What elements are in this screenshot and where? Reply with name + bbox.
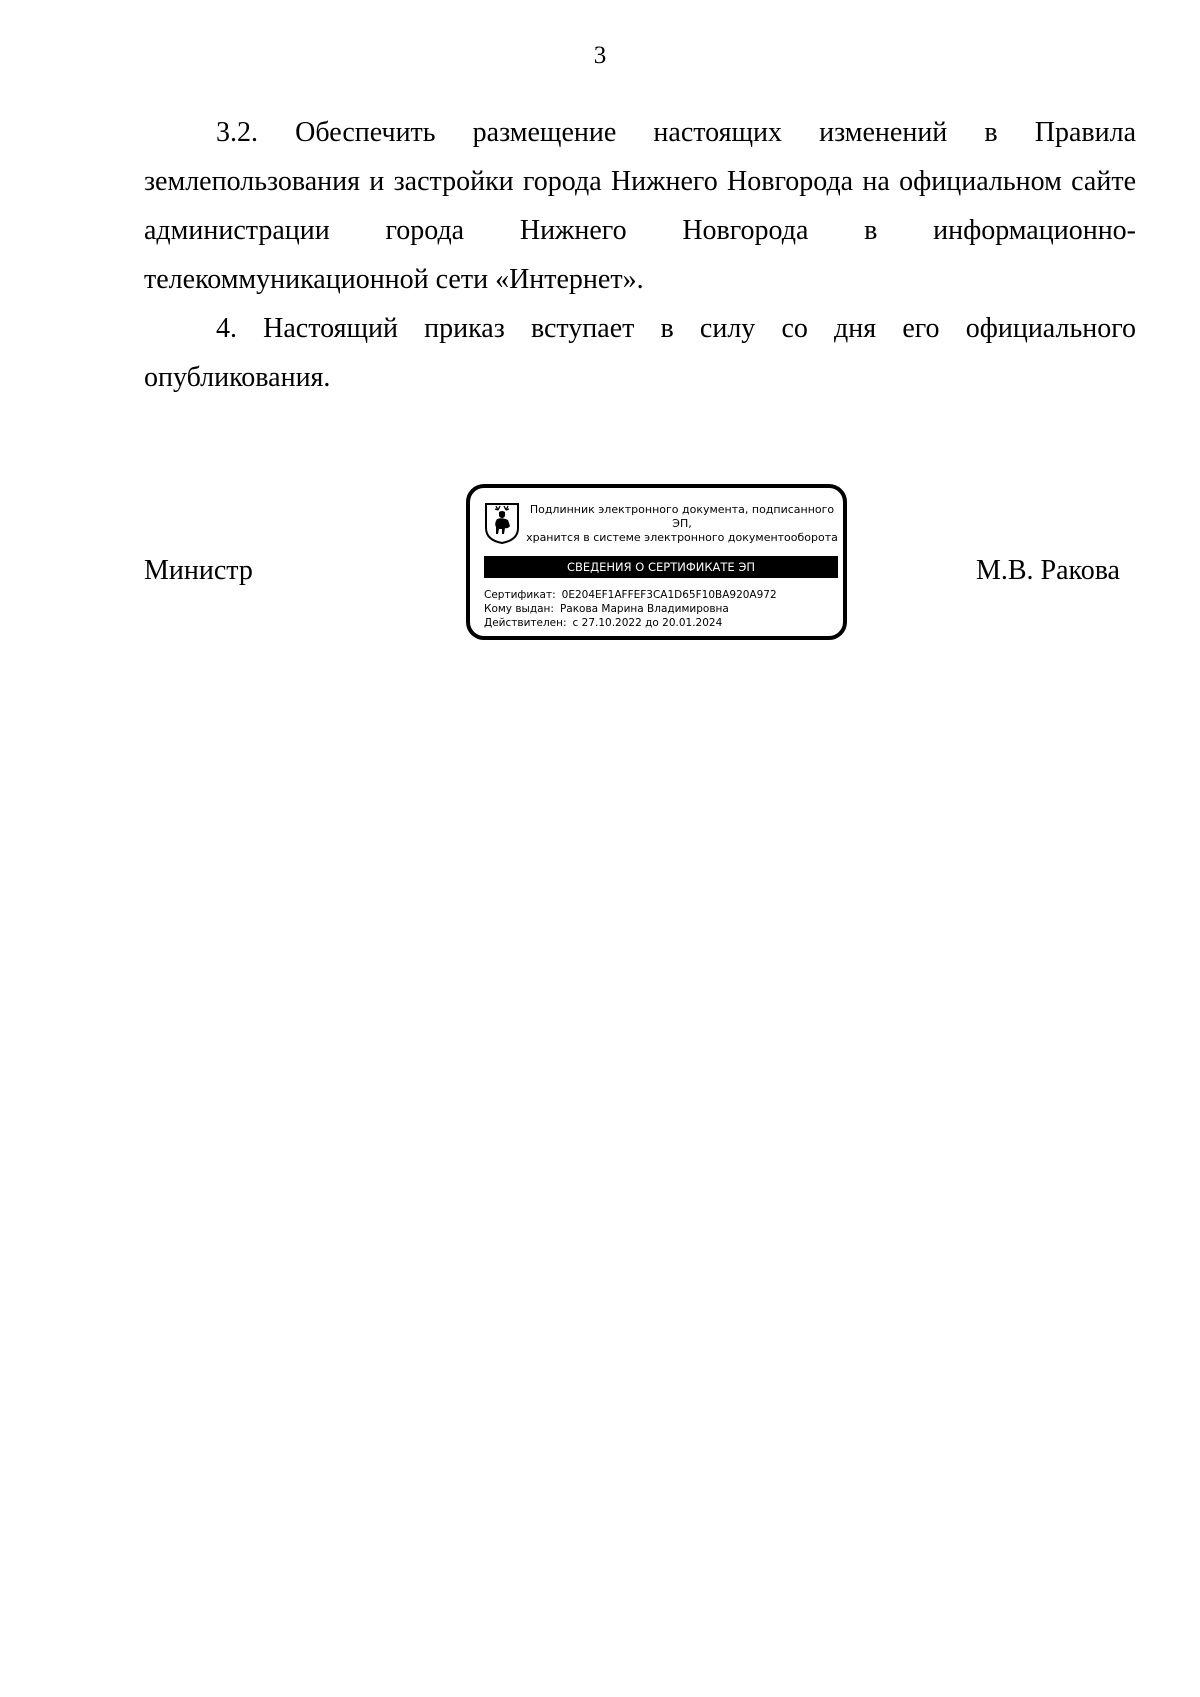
issued-to-row <box>484 602 838 616</box>
certificate-label: Сертификат: <box>484 589 556 601</box>
paragraph-4: 4. Настоящий приказ вступает в силу со дня его официального опубликования. <box>144 313 1136 393</box>
signatory-name: М.В. Ракова <box>975 555 1120 586</box>
certificate-value: 0E204EF1AFFEF3CA1D65F10BA920A972 <box>561 589 777 601</box>
issued-to-value: Ракова Марина Владимировна <box>559 603 729 615</box>
validity-row <box>484 616 838 630</box>
issued-to-label: Кому выдан: <box>484 603 554 615</box>
validity-value: с 27.10.2022 до 20.01.2024 <box>572 617 723 629</box>
certificate-details <box>484 588 838 630</box>
certificate-info-bar: СВЕДЕНИЯ О СЕРТИФИКАТЕ ЭП <box>484 556 838 578</box>
page-number: 3 <box>593 42 607 69</box>
stamp-header-line-1: Подлинник электронного документа, подписанного ЭП, <box>529 503 835 530</box>
stamp-header <box>524 503 840 545</box>
stamp-header-line-2: хранится в системе электронного документооборота <box>526 531 838 544</box>
signatory-position: Министр <box>144 555 253 586</box>
deer-coat-of-arms-icon <box>484 502 520 544</box>
certificate-row <box>484 588 838 602</box>
paragraph-3-2: 3.2. Обеспечить размещение настоящих изменений в Правила землепользования и застройки города Нижнего Новгорода на официальном сайте администрации города Нижнего Новгорода в информационно-телекоммуникационной сети «Интернет». <box>144 117 1136 295</box>
validity-label: Действителен: <box>484 617 567 629</box>
electronic-signature-stamp <box>466 484 847 640</box>
